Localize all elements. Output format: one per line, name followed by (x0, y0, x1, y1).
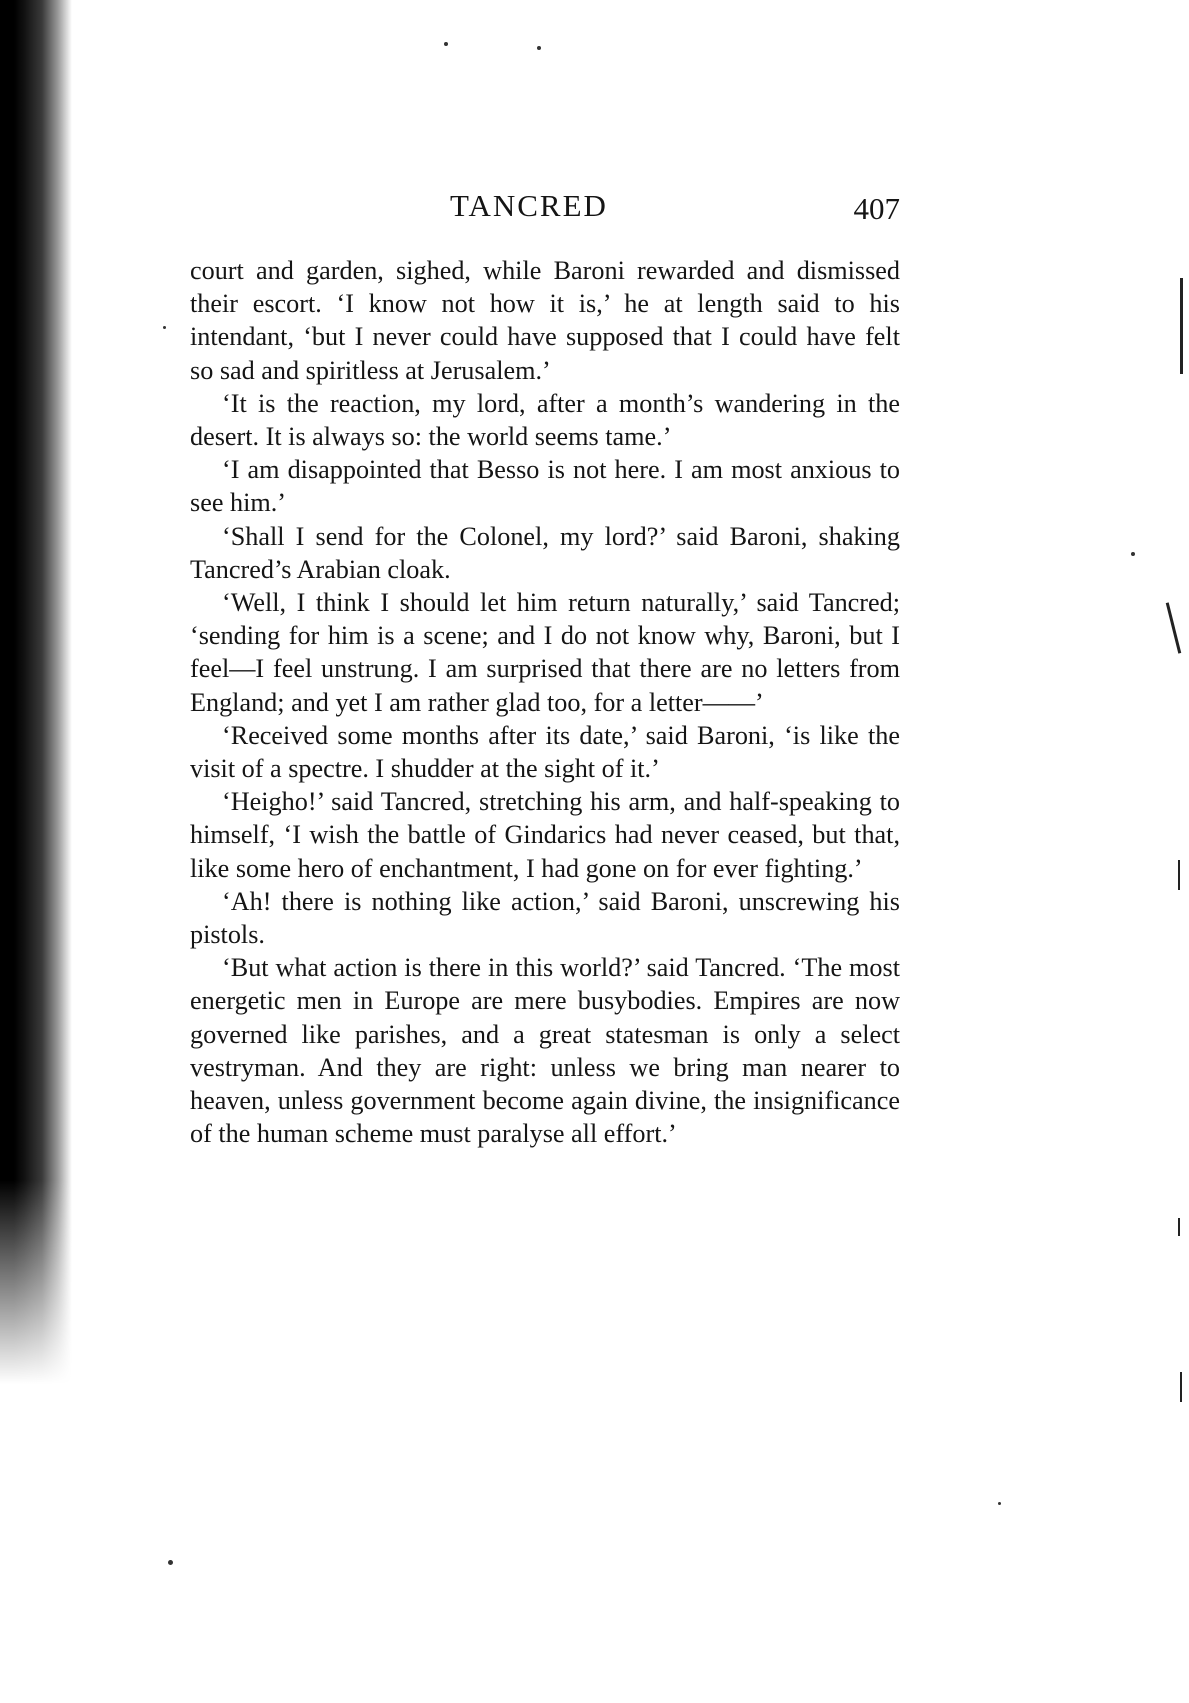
running-title: TANCRED (450, 188, 608, 223)
paragraph: ‘I am disappointed that Besso is not here. I am most anxious to see him.’ (190, 455, 900, 518)
paragraph: ‘Well, I think I should let him return naturally,’ said Tancred; ‘sending for him is a scene; and I do not know why, Baroni, but I feel—I feel unstrung. I am surprised that there are no letters from England; and yet I am rather glad too, for a letter——’ (190, 588, 900, 717)
scan-speck (537, 46, 541, 50)
page-number: 407 (853, 191, 900, 226)
scan-speck (444, 42, 448, 46)
scan-edge-mark (1178, 860, 1180, 890)
scan-edge-mark (1178, 1218, 1180, 1236)
scan-speck (163, 326, 166, 329)
scan-speck (998, 1502, 1001, 1505)
paragraph: ‘Received some months after its date,’ said Baroni, ‘is like the visit of a spectre. I shudder at the sight of it.’ (190, 720, 900, 784)
paragraph: court and garden, sighed, while Baroni rewarded and dismissed their escort. ‘I know not how it is,’ he at length said to his intendant, ‘but I never could have supposed that I could have felt so sad and spiritless at Jerusalem.’ (190, 256, 900, 385)
scan-edge-mark (1180, 278, 1183, 374)
scan-speck (1131, 552, 1135, 556)
running-head (190, 188, 900, 228)
paragraph: ‘It is the reaction, my lord, after a month’s wandering in the desert. It is always so: the world seems tame.’ (190, 388, 900, 452)
paragraph: ‘Heigho!’ said Tancred, stretching his arm, and half-speaking to himself, ‘I wish the battle of Gindarics had never ceased, but that, like some hero of enchantment, I had gone on for ever fighting.’ (190, 787, 900, 883)
paragraph: ‘But what action is there in this world?’ said Tancred. ‘The most energetic men in Europe are mere busybodies. Empires are now governed like parishes, and a great statesman is only a select vestryman. And they are right: unless we bring man nearer to heaven, unless government become again divine, the insignificance of the human scheme must paralyse all effort.’ (190, 953, 900, 1149)
binding-shadow (0, 0, 72, 1420)
scan-speck (168, 1560, 173, 1565)
body-text (190, 254, 900, 1150)
paragraph: ‘Shall I send for the Colonel, my lord?’ said Baroni, shaking Tancred’s Arabian cloak. (190, 521, 900, 584)
paragraph: ‘Ah! there is nothing like action,’ said Baroni, unscrewing his pistols. (190, 886, 900, 950)
scan-edge-mark (1166, 602, 1181, 653)
scan-edge-mark (1180, 1372, 1182, 1402)
